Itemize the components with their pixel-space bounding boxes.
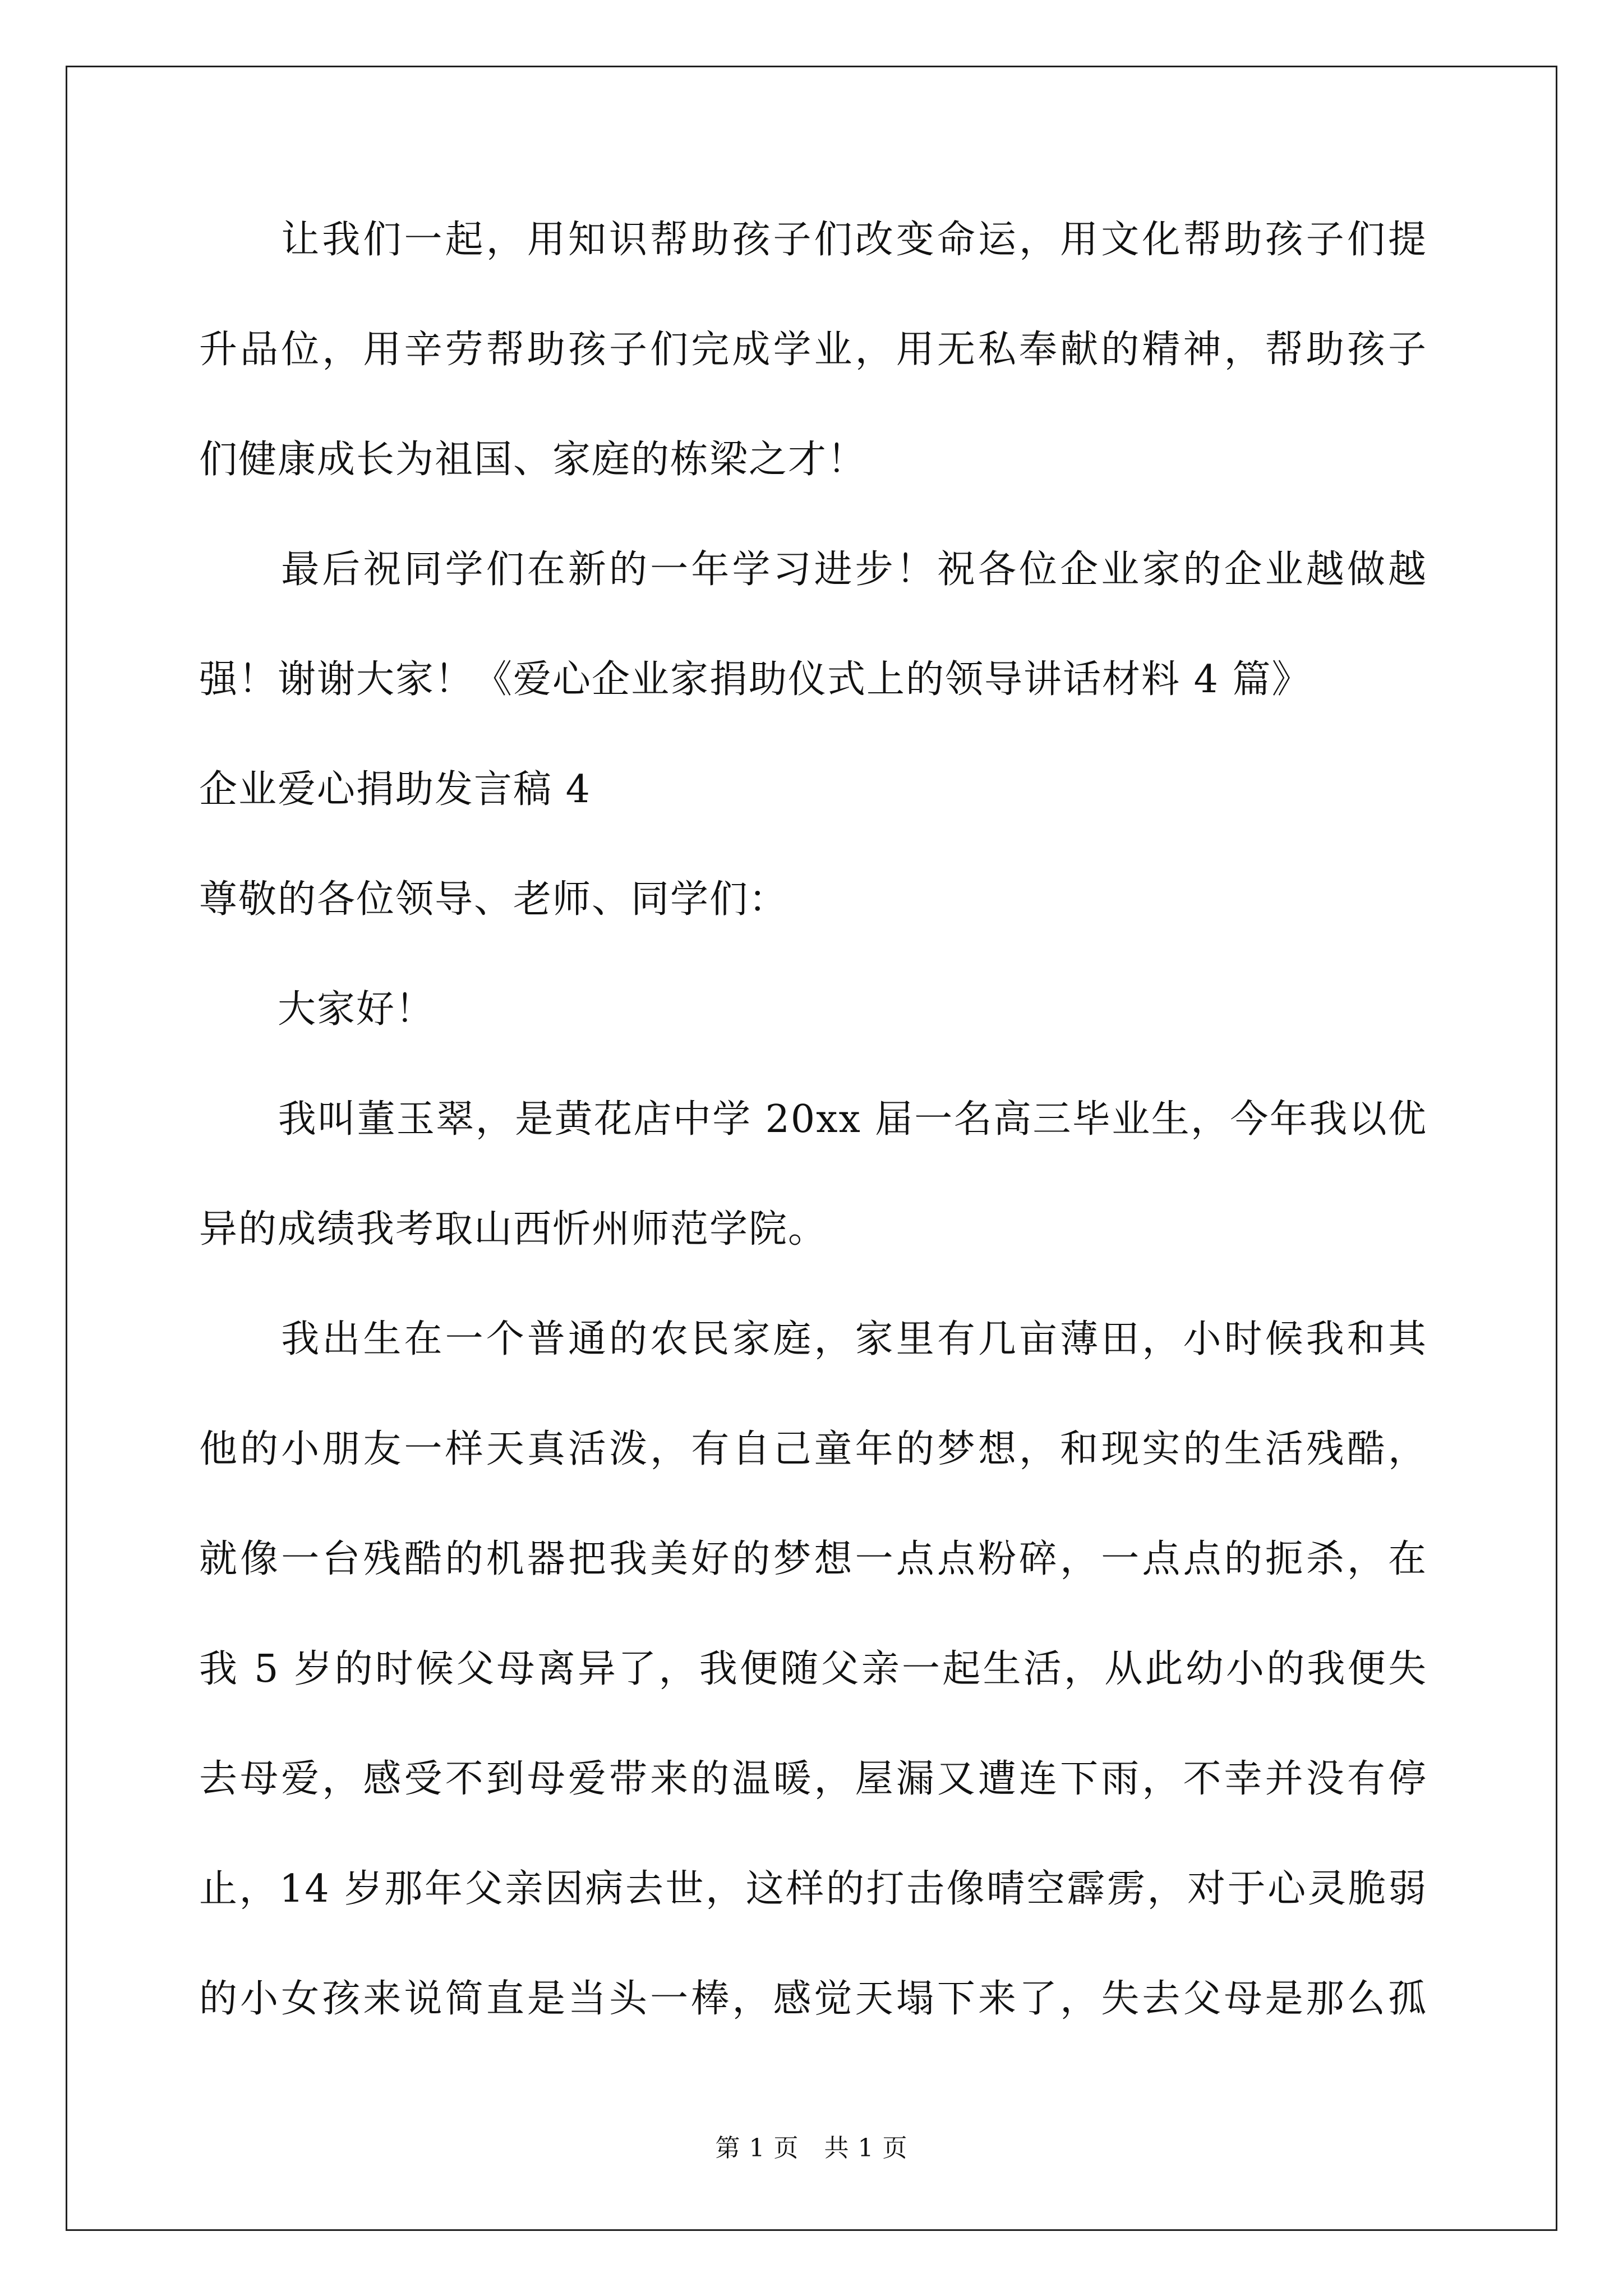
greeting: 大家好！ [199,987,435,1032]
text-line: 的小女孩来说简直是当头一棒，感觉天塌下来了，失去父母是那么孤 [199,1977,1427,2021]
text-line: 我叫董玉翠，是黄花店中学 20xx 届一名高三毕业生，今年我以优 [199,1097,1427,1142]
page-number-footer: 第 1 页 共 1 页 [715,2134,908,2162]
text-line: 止，14 岁那年父亲因病去世，这样的打击像晴空霹雳，对于心灵脆弱 [199,1867,1427,1911]
text-line: 我 5 岁的时候父母离异了，我便随父亲一起生活，从此幼小的我便失 [199,1647,1427,1691]
text-line: 去母爱，感受不到母爱带来的温暖，屋漏又遭连下雨，不幸并没有停 [199,1757,1427,1801]
text-line: 他的小朋友一样天真活泼，有自己童年的梦想，和现实的生活残酷， [199,1427,1427,1471]
text-line: 我出生在一个普通的农民家庭，家里有几亩薄田，小时候我和其 [199,1317,1427,1361]
text-line: 让我们一起，用知识帮助孩子们改变命运，用文化帮助孩子们提 [199,218,1427,262]
section-heading: 企业爱心捐助发言稿 4 [199,767,591,812]
text-line: 就像一台残酷的机器把我美好的梦想一点点粉碎，一点点的扼杀，在 [199,1537,1427,1581]
text-line: 强！谢谢大家！《爱心企业家捐助仪式上的领导讲话材料 4 篇》 [199,657,1311,702]
text-line: 异的成绩我考取山西忻州师范学院。 [199,1207,828,1251]
text-line: 最后祝同学们在新的一年学习进步！祝各位企业家的企业越做越 [199,547,1427,592]
text-line: 升品位，用辛劳帮助孩子们完成学业，用无私奉献的精神，帮助孩子 [199,328,1427,372]
text-line: 们健康成长为祖国、家庭的栋梁之才！ [199,438,867,482]
salutation: 尊敬的各位领导、老师、同学们： [199,877,789,922]
